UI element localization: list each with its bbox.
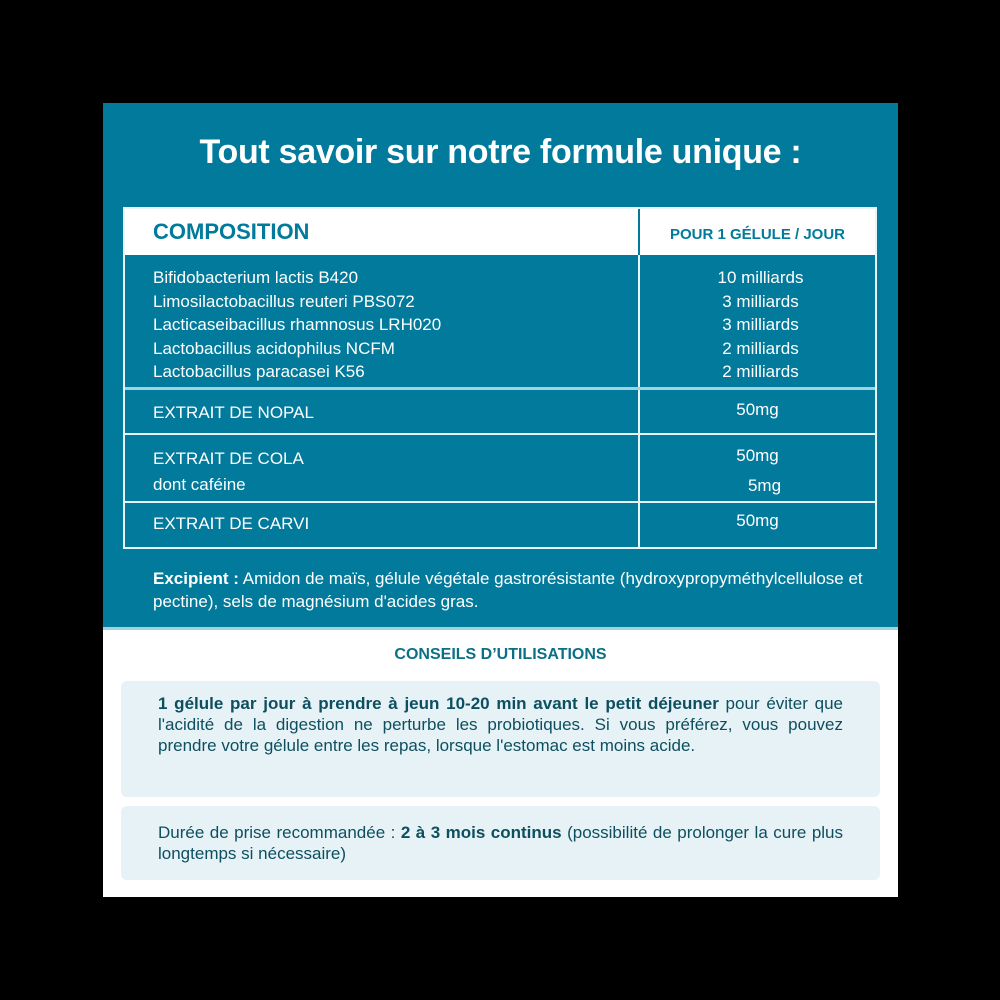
ingredient-amount: 50mg bbox=[736, 400, 779, 419]
probiotic-amount: 2 milliards bbox=[722, 362, 799, 381]
probiotic-names bbox=[125, 255, 640, 387]
duration-bold: 2 à 3 mois continus bbox=[400, 823, 562, 842]
usage-bold: 1 gélule par jour à prendre à jeun 10-20 min avant le petit déjeuner bbox=[158, 694, 719, 713]
usage-text: pour éviter que l'acidité de la digestion ne perturbe les probiotiques. Si vous préférez, vous pouvez prendre votre gélule entre les repas, lorsque l'estomac est moins acide. bbox=[158, 694, 843, 755]
probiotic-name: Lacticaseibacillus rhamnosus LRH020 bbox=[153, 315, 442, 334]
conseils-heading: CONSEILS D’UTILISATIONS bbox=[394, 646, 607, 663]
probiotic-name: Lactobacillus paracasei K56 bbox=[153, 362, 365, 381]
cola-amounts bbox=[640, 435, 875, 501]
duration-card bbox=[121, 806, 880, 880]
excipient-body: Amidon de maïs, gélule végétale gastrorésistante (hydroxypropyméthylcellulose et pectine), sels de magnésium d'acides gras. bbox=[153, 569, 863, 611]
table-row-cola bbox=[125, 433, 875, 501]
composition-table bbox=[123, 207, 877, 549]
table-row-carvi bbox=[125, 501, 875, 547]
probiotic-amount: 3 milliards bbox=[722, 291, 799, 311]
table-row-probiotics bbox=[125, 255, 875, 387]
ingredient-name: EXTRAIT DE NOPAL bbox=[125, 390, 640, 433]
duration-text: (possibilité de prolonger la cure plus longtemps si nécessaire) bbox=[158, 823, 844, 863]
probiotic-name: Limosilactobacillus reuteri PBS072 bbox=[153, 291, 415, 311]
header-dose: POUR 1 GÉLULE / JOUR bbox=[669, 225, 846, 243]
header-composition: COMPOSITION bbox=[125, 209, 640, 255]
ingredient-name: EXTRAIT DE COLA bbox=[153, 449, 304, 468]
cola-names bbox=[125, 435, 640, 501]
excipient-label: Excipient : bbox=[153, 569, 239, 588]
probiotic-amount: 3 milliards bbox=[722, 315, 799, 334]
probiotic-name: Bifidobacterium lactis B420 bbox=[153, 268, 359, 287]
probiotic-amount: 10 milliards bbox=[717, 268, 804, 287]
excipient-text bbox=[153, 567, 873, 613]
ingredient-sub-name: dont caféine bbox=[153, 475, 246, 494]
probiotic-amounts bbox=[640, 255, 875, 387]
probiotic-name: Lactobacillus acidophilus NCFM bbox=[153, 338, 395, 358]
formula-panel bbox=[103, 103, 898, 897]
table-row-nopal bbox=[125, 387, 875, 433]
table-header bbox=[125, 209, 875, 255]
usage-card bbox=[121, 681, 880, 797]
ingredient-amount: 50mg bbox=[736, 446, 779, 465]
ingredient-name: EXTRAIT DE CARVI bbox=[125, 503, 640, 547]
probiotic-amount: 2 milliards bbox=[722, 338, 799, 358]
page-title: Tout savoir sur notre formule unique : bbox=[199, 133, 802, 171]
ingredient-amount: 50mg bbox=[736, 511, 779, 530]
composition-section bbox=[103, 103, 898, 630]
duration-prefix: Durée de prise recommandée : bbox=[158, 823, 401, 842]
ingredient-sub-amount: 5mg bbox=[747, 476, 782, 495]
